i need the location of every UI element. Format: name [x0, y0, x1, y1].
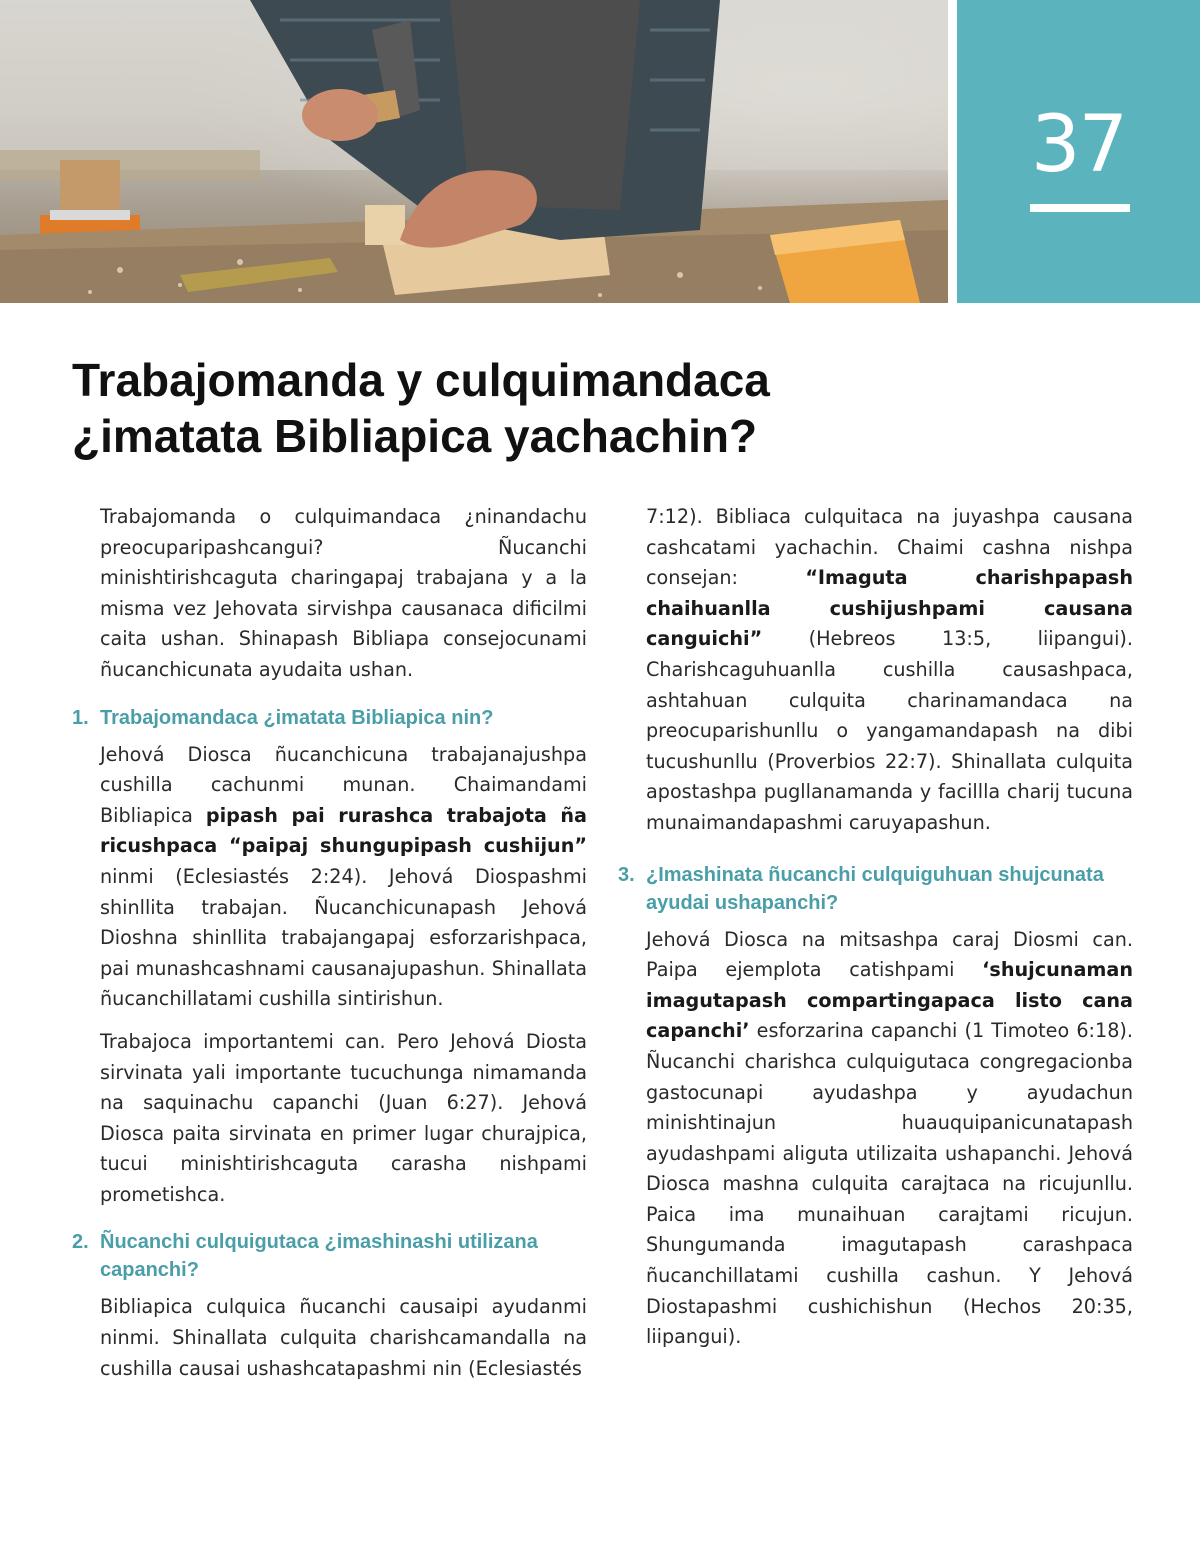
- section-1-heading-text: Trabajomandaca ¿imatata Bibliapica nin?: [100, 706, 494, 729]
- s1p2-text: Trabajoca importantemi can. Pero Jehová Diosta sirvinata yali importante tucuchunga nimamanda na saquinachu capanchi (Juan 6:27). Jehová Diosca paita sirvinata en primer lugar churajpica, tucui minishtirishcaguta carasha nishpami prometishca.: [100, 1029, 587, 1206]
- section-2-paragraph-1: [72, 1292, 587, 1384]
- section-3-number: 3.: [618, 863, 635, 886]
- lesson-number: 37: [1030, 100, 1127, 190]
- text-fragment: Bibliapica culquica ñucanchi causaipi ayudanmi ninmi. Shinallata culquita charishcamandalla na cushilla causai ushashcatapashmi nin (Eclesiastés: [100, 1295, 587, 1380]
- section-2-heading: [72, 1228, 587, 1284]
- s3p1-text-a: Jehová Diosca na mitsashpa caraj Diosmi can. Paipa ejemplota catishpami: [646, 927, 1133, 982]
- s1p1-text-b: ninmi (Eclesiastés 2:24). Jehová Diospashmi shinllita trabajan. Ñucanchicunapash Jehová Dioshna shinllita trabajangapaj esforzarishpaca, pai munashcashnami causanajupashun. Shinallata ñucanchillatami cushilla sintirishun.: [100, 864, 587, 1011]
- section-1-number: 1.: [72, 706, 89, 729]
- section-3-paragraph-1: [618, 925, 1133, 1353]
- right-column: [618, 502, 1133, 1365]
- section-1-paragraph-1: [72, 740, 587, 1015]
- carpenter-photo-illustration: [0, 0, 948, 303]
- text-fragment: 7:12). Bibliaca culquitaca na juyashpa causana cashcatami yachachin. Chaimi cashna nishpa consejan:: [646, 505, 1133, 590]
- section-1-paragraph-2: [72, 1027, 587, 1211]
- section-2-number: 2.: [72, 1231, 89, 1254]
- title-line-1: Trabajomanda y culquimandaca: [72, 354, 770, 406]
- title-line-2: ¿imatata Bibliapica yachachin?: [72, 410, 758, 462]
- intro-paragraph: Trabajomanda o culquimandaca ¿ninandachu preocuparipashcangui? Ñucanchi minishtirishcaguta charingapaj trabajana y a la misma vez Jehovata sirvishpa causanaca dificilmi caita ushan. Shinapash Bibliapa consejocunami ñucanchicunata ayudaita ushan.: [100, 505, 587, 681]
- section-1-heading: [72, 704, 587, 732]
- s1p1-text-a: Jehová Diosca ñucanchicuna trabajanajushpa cushilla cachunmi munan. Chaimandami Bibliapica: [100, 742, 587, 827]
- left-column: [72, 502, 587, 1396]
- header-photo: [0, 0, 948, 303]
- section-2-paragraph-1-continued: [618, 502, 1133, 839]
- section-2-heading-text: Ñucanchi culquigutaca ¿imashinashi utilizana capanchi?: [100, 1231, 538, 1282]
- s1p1-bold-quote: pipash pai rurashca trabajota ña ricushpaca “paipaj shungupipash cushijun”: [100, 803, 587, 858]
- section-3-heading: [618, 861, 1133, 917]
- lesson-number-badge: [957, 0, 1200, 303]
- s3p1-text-b: esforzarina capanchi (1 Timoteo 6:18). Ñucanchi charishca culquigutaca congregacionba gastocunapi ayudashpa y ayudachun minishtinajun huauquipanicunatapash ayudashpami aliguta utilizaita ushapanchi. Jehová Diosca mashna culquita carajtaca na ricujunllu. Paica ima munaihuan carajtami ricujun. Shungumanda imagutapash carashpaca ñucanchillatami cushilla cashun. Y Jehová Diostapashmi cushichishun (Hechos 20:35, liipangui).: [646, 1019, 1133, 1349]
- text-fragment: (Hebreos 13:5, liipangui). Charishcaguhuanlla cushilla causashpaca, ashtahuan culquita charinamandaca na preocuparishunllu o yangamandapash na dibi tucushunllu (Proverbios 22:7). Shinallata culquita apostashpa pugllanamanda y facillla charij tucuna munaimandapashmi caruyapashun.: [646, 627, 1133, 834]
- page-title: [72, 352, 972, 464]
- section-3-heading-text: ¿Imashinata ñucanchi culquiguhuan shujcunata ayudai ushapanchi?: [646, 863, 1104, 914]
- badge-underline: [1030, 204, 1130, 212]
- s3p1-bold-quote: ‘shujcunaman imagutapash compartingapaca listo cana capanchi’: [646, 958, 1133, 1043]
- bold-quote-fragment: “Imaguta charishpapash chaihuanlla cushijushpami causana canguichi”: [646, 566, 1133, 651]
